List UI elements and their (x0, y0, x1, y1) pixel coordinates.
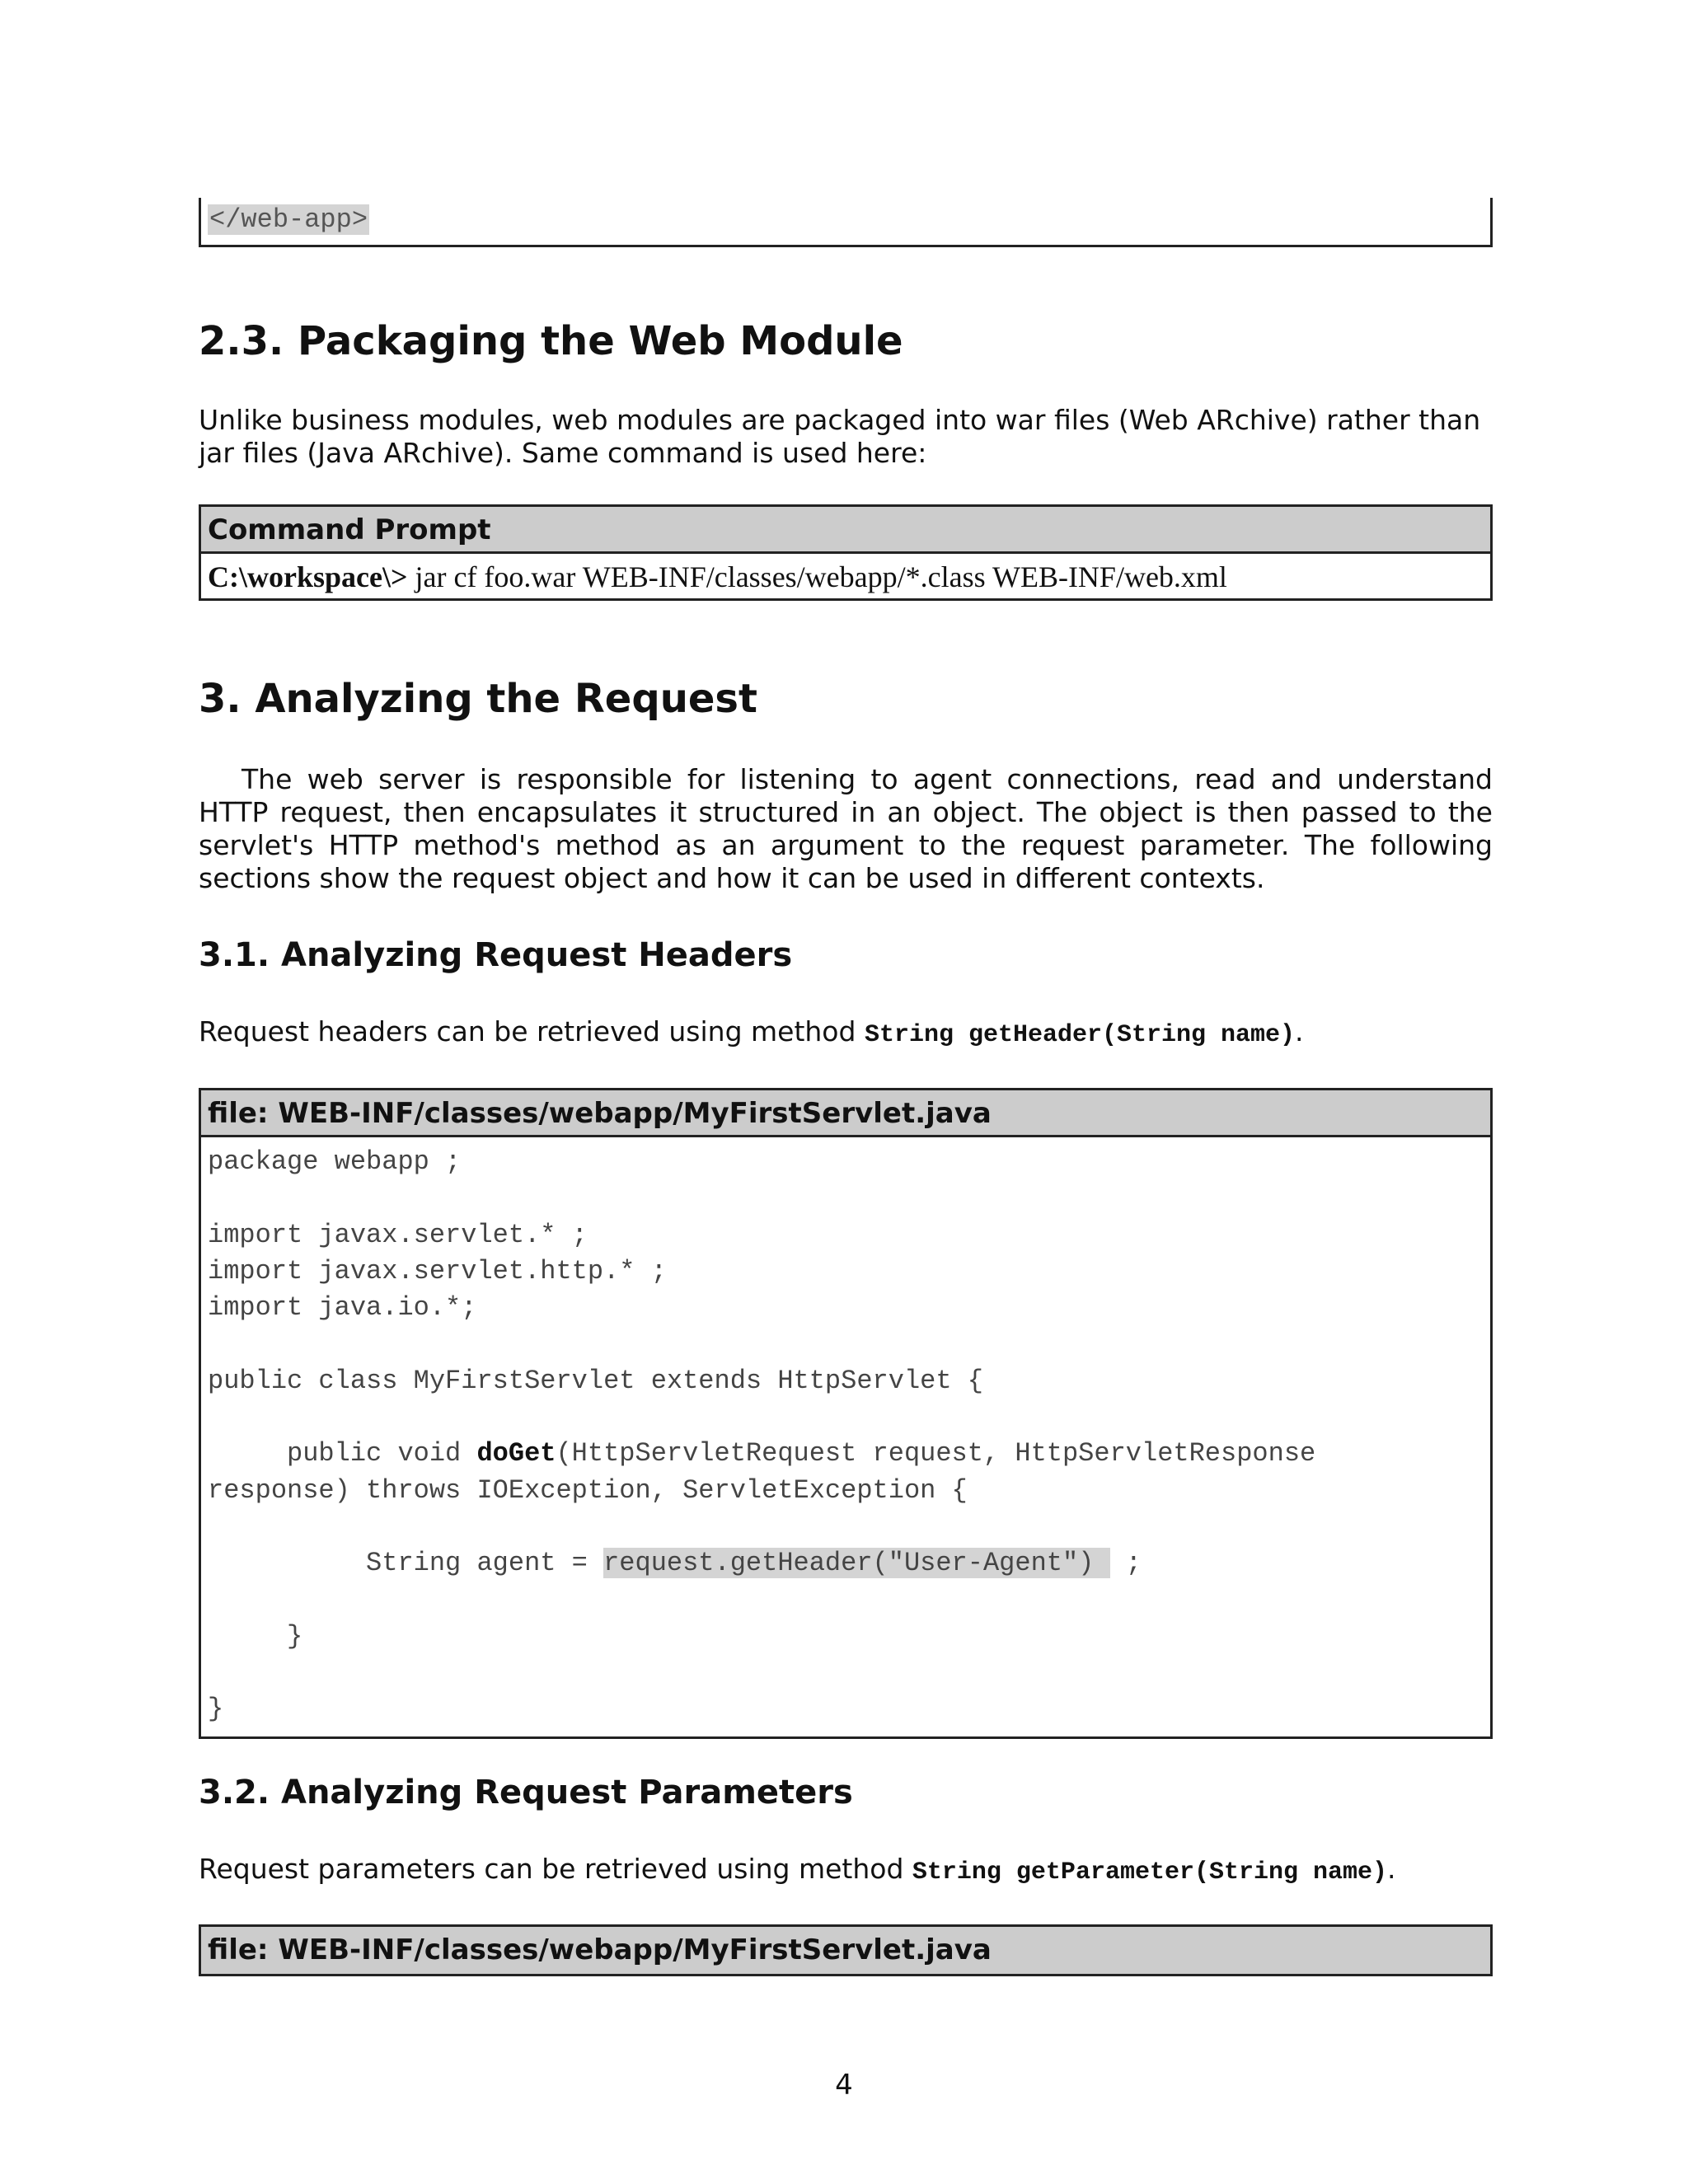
code-line-blank (208, 1399, 1484, 1436)
section-heading-2-3: 2.3. Packaging the Web Module (199, 318, 903, 364)
section-3-1-text-end: . (1295, 1015, 1304, 1047)
code-line: response) throws IOException, ServletException { (208, 1474, 968, 1506)
section-heading-3-2: 3.2. Analyzing Request Parameters (199, 1774, 853, 1811)
code-line: import javax.servlet.* ; (208, 1219, 588, 1250)
section-3-2-text-end: . (1387, 1853, 1396, 1885)
section-3-1-text-lead: Request headers can be retrieved using method (199, 1015, 865, 1047)
code-box-parameters (199, 1924, 1493, 1976)
get-parameter-method: String getParameter(String name) (912, 1858, 1387, 1886)
code-box-header: file: WEB-INF/classes/webapp/MyFirstServlet.java (201, 1927, 1490, 1974)
page-number: 4 (835, 2069, 853, 2102)
command-prompt-box (199, 504, 1493, 601)
section-3-2-text (199, 1853, 1493, 1889)
code-box-header: file: WEB-INF/classes/webapp/MyFirstServlet.java (201, 1090, 1490, 1137)
section-heading-3: 3. Analyzing the Request (199, 676, 757, 722)
code-line-blank (208, 1180, 1484, 1216)
command-prompt-header: Command Prompt (201, 507, 1490, 554)
code-line (208, 1545, 1484, 1582)
code-line: } (208, 1694, 224, 1725)
code-line: public class MyFirstServlet extends HttpServlet { (208, 1365, 983, 1396)
code-line-blank (208, 1326, 1484, 1362)
section-2-3-paragraph: Unlike business modules, web modules are packaged into war files (Web ARchive) rather than jar files (Java ARchive). Same command is used here: (199, 404, 1481, 469)
code-line-blank (208, 1582, 1484, 1619)
command-line (201, 554, 1490, 600)
code-fragment: public void (208, 1438, 477, 1469)
section-3-1-text (199, 1015, 1493, 1052)
code-keyword-doget: doGet (476, 1438, 556, 1469)
section-3-2-text-lead: Request parameters can be retrieved using method (199, 1853, 912, 1885)
code-fragment: String agent = (208, 1548, 604, 1579)
code-fragment: ; (1109, 1548, 1142, 1579)
section-heading-3-1: 3.1. Analyzing Request Headers (199, 936, 793, 974)
code-line-blank (208, 1655, 1484, 1691)
command-text: jar cf foo.war WEB-INF/classes/webapp/*.class WEB-INF/web.xml (407, 560, 1227, 593)
prompt-path: C:\workspace\> (208, 560, 408, 593)
code-line: import java.io.*; (208, 1292, 477, 1324)
code-line: } (208, 1620, 303, 1652)
code-listing (201, 1137, 1490, 1728)
code-fragment: (HttpServletRequest request, HttpServletResponse (556, 1438, 1316, 1469)
code-line-blank (208, 1509, 1484, 1545)
get-header-method: String getHeader(String name) (864, 1021, 1296, 1049)
section-3-paragraph: The web server is responsible for listening to agent connections, read and understand HTTP request, then encapsulates it structured in an object. The object is then passed to the servlet's HTTP method's method as an argument to the request parameter. The following sections show the request object and how it can be used in different contexts. (199, 763, 1493, 894)
code-box-headers (199, 1088, 1493, 1739)
code-line: import javax.servlet.http.* ; (208, 1255, 667, 1286)
code-box-continuation (199, 198, 1493, 247)
code-highlight: request.getHeader("User-Agent") (603, 1548, 1110, 1579)
code-line: package webapp ; (208, 1146, 462, 1177)
code-line (208, 1436, 1484, 1472)
closing-tag: </web-app> (209, 204, 368, 235)
